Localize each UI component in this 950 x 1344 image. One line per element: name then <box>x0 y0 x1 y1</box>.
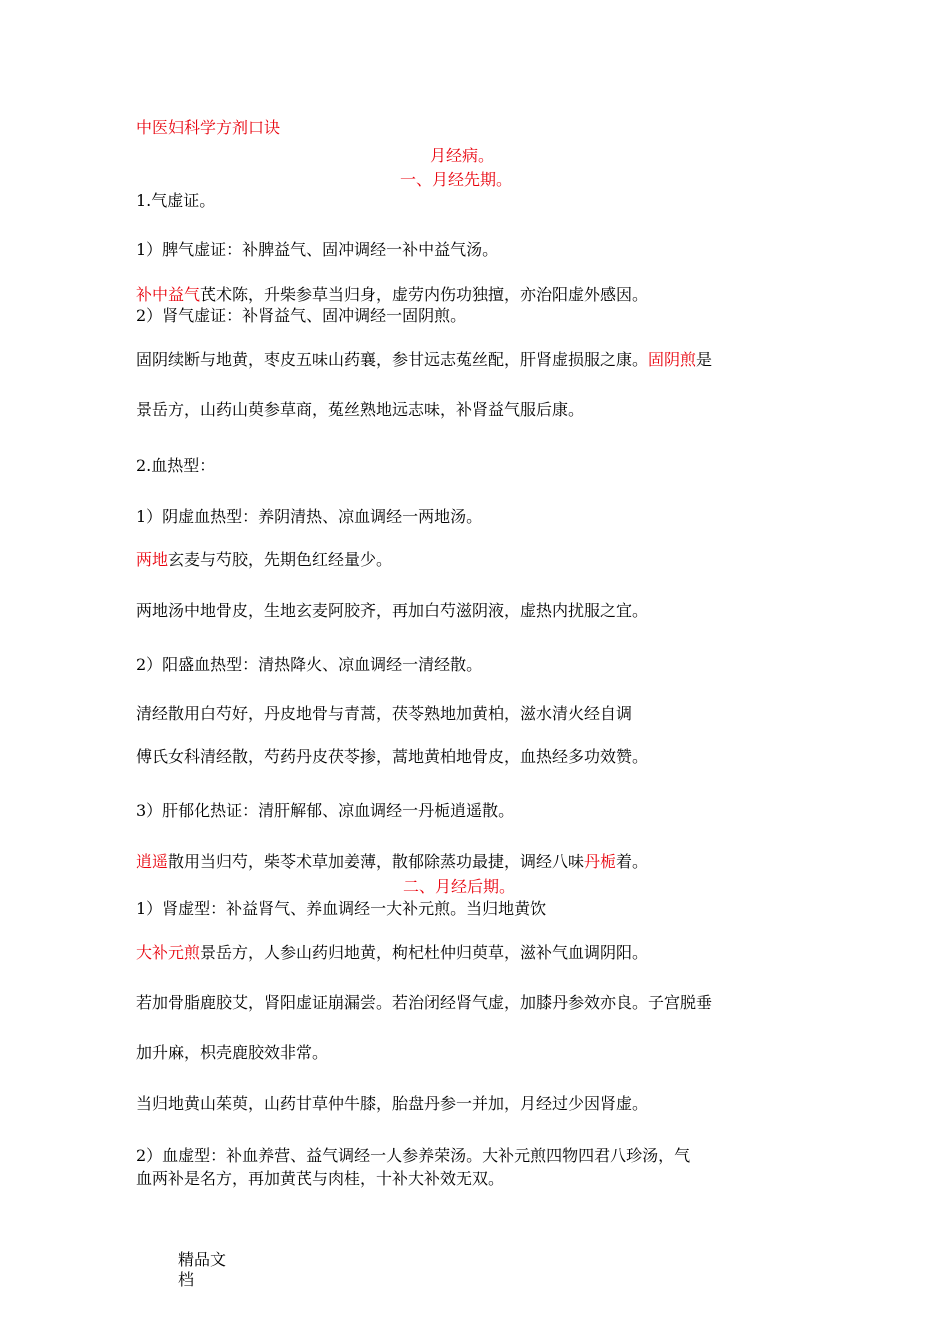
footer-line: 精品文 <box>178 1250 227 1269</box>
line-shenxu: 1）肾虚型：补益肾气、养血调经一大补元煎。当归地黄饮 <box>136 899 547 918</box>
line-qingjing-2: 傅氏女科清经散，芍药丹皮茯苓掺，蒿地黄柏地骨皮，血热经多功效赞。 <box>136 747 649 766</box>
line-buzhong <box>136 285 648 305</box>
heading-qixu: 1.气虚证。 <box>136 191 216 210</box>
line-text: 玄麦与芍胶，先期色红经量少。 <box>168 550 393 569</box>
footer-line: 档 <box>178 1270 195 1289</box>
section-heading-1: 一、月经先期。 <box>400 170 513 189</box>
line-liangdi-2: 两地汤中地骨皮，生地玄麦阿胶齐，再加白芍滋阴液，虚热内扰服之宜。 <box>136 601 649 620</box>
line-xuexu-1: 2）血虚型：补血养营、益气调经一人参养荣汤。大补元煎四物四君八珍汤，气 <box>136 1146 691 1165</box>
formula-name: 逍遥 <box>136 852 169 871</box>
formula-name: 两地 <box>136 550 169 569</box>
line-yinxu: 1）阴虚血热型：养阴清热、凉血调经一两地汤。 <box>136 507 483 526</box>
doc-title: 中医妇科学方剂口诀 <box>136 118 281 137</box>
line-yangsheng: 2）阳盛血热型：清热降火、凉血调经一清经散。 <box>136 655 483 674</box>
line-xiaoyao <box>136 852 648 872</box>
line-danggui: 当归地黄山茱萸，山药甘草仲牛膝，胎盘丹参一并加，月经过少因肾虚。 <box>136 1094 649 1113</box>
line-text: 景岳方，人参山药归地黄，枸杞杜仲归萸草，滋补气血调阴阳。 <box>200 943 649 962</box>
line-guyin-2: 景岳方，山药山萸参草商，菟丝熟地远志味，补肾益气服后康。 <box>136 400 585 419</box>
heading-xuere: 2.血热型： <box>136 456 216 475</box>
line-xuexu-2: 血两补是名方，再加黄芪与肉桂，十补大补效无双。 <box>136 1169 505 1188</box>
line-text: 着。 <box>616 852 649 871</box>
section-heading-2: 二、月经后期。 <box>403 877 516 896</box>
formula-name: 固阴煎 <box>648 350 697 369</box>
line-guyin-1 <box>136 350 712 370</box>
line-qingjing-1: 清经散用白芍好，丹皮地骨与青蒿，茯苓熟地加黄柏，滋水清火经自调 <box>136 704 633 723</box>
line-text: 固阴续断与地黄，枣皮五味山药襄，参甘远志菟丝配，肝肾虚损服之康。 <box>136 350 649 369</box>
line-text: 芪术陈，升柴参草当归身，虚劳内伤功独擅，亦治阳虚外感因。 <box>200 285 649 304</box>
line-liangdi-1 <box>136 550 392 570</box>
line-dabu-2: 若加骨脂鹿胶艾，肾阳虚证崩漏尝。若治闭经肾气虚，加膝丹参效亦良。子宫脱垂 <box>136 993 713 1012</box>
line-shenqi: 2）肾气虚证：补肾益气、固冲调经一固阴煎。 <box>136 306 467 325</box>
formula-name: 补中益气 <box>136 285 201 304</box>
line-dabu-1 <box>136 943 648 963</box>
line-dabu-3: 加升麻，枳壳鹿胶效非常。 <box>136 1043 329 1062</box>
formula-name: 丹栀 <box>584 852 617 871</box>
line-pijing: 1）脾气虚证：补脾益气、固冲调经一补中益气汤。 <box>136 240 499 259</box>
line-text: 散用当归芍，柴苓术草加姜薄，散郁除蒸功最捷，调经八味 <box>168 852 585 871</box>
line-text: 是 <box>696 350 713 369</box>
section-heading-main: 月经病。 <box>430 146 495 165</box>
formula-name: 大补元煎 <box>136 943 201 962</box>
line-ganyu: 3）肝郁化热证：清肝解郁、凉血调经一丹栀逍遥散。 <box>136 801 515 820</box>
footer-note <box>178 1250 226 1290</box>
